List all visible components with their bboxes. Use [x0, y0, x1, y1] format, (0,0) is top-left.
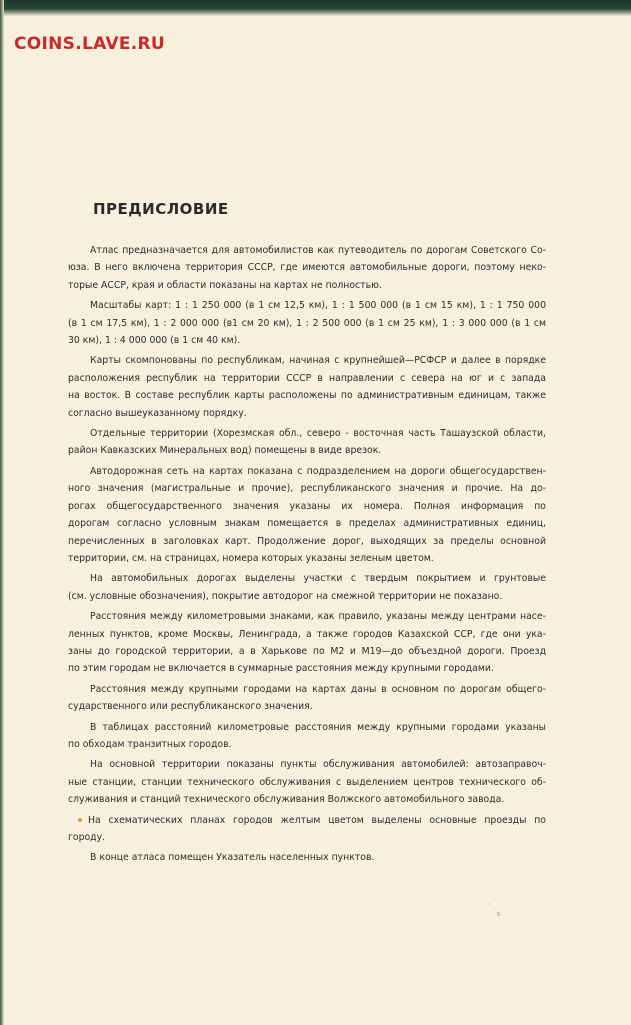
paragraph [68, 849, 546, 866]
text-line: ленных пунктов, кроме Москвы, Ленинграда, а также городов Казахской ССР, где они ука- [68, 628, 546, 640]
text-line: Расстояния между крупными городами на картах даны в основном по дорогам общего- [90, 683, 546, 695]
text-line: 30 км), 1 : 4 000 000 (в 1 см 40 км). [68, 335, 241, 347]
text-line: (в 1 см 17,5 км), 1 : 2 000 000 (в1 см 20 км), 1 : 2 500 000 (в 1 см 25 км), 1 : 3 000 000 (в 1 см [68, 317, 546, 329]
watermark: COINS.LAVE.RU [14, 34, 166, 54]
text-line: заны до городской территории, а в Харькове по М2 и М19—до объездной дороги. Проезд [68, 645, 546, 657]
text-line: На основной территории показаны пункты обслуживания автомобилей: автозаправоч- [90, 759, 546, 771]
text-line: сударственного или республиканского значения. [68, 701, 313, 713]
book-spine-top-edge [0, 0, 631, 16]
text-line: рогах общегосударственного значения указаны их номера. Полная информация по [68, 500, 546, 512]
text-line: согласно вышеуказанному порядку. [68, 407, 247, 419]
text-line: городу. [68, 832, 106, 843]
paragraph [68, 425, 546, 460]
paragraph [68, 570, 546, 605]
text-line: В конце атласа помещен Указатель населенных пунктов. [90, 852, 375, 864]
text-line: район Кавказских Минеральных вод) помещены в виде врезок. [68, 445, 382, 457]
bullet-dot-icon [78, 818, 82, 822]
preface-body [68, 242, 546, 870]
text-line: торые АССР, края и области показаны на картах не полностью. [68, 279, 382, 291]
text-line: (см. условные обозначения), покрытие автодорог на смежной территории не показано. [68, 590, 503, 602]
text-line: по этим городам не включается в суммарные расстояния между крупными городами. [68, 663, 494, 675]
text-line: служивания и станций технического обслуживания Волжского автомобильного завода. [68, 794, 505, 806]
page-title: ПРЕДИСЛОВИЕ [93, 200, 229, 218]
text-line: дорогам согласно условным знакам помещается в пределах административных единиц, [68, 518, 546, 530]
paragraph [68, 756, 546, 808]
text-line [68, 812, 546, 829]
text-line: на восток. В составе республик карты расположены по административным единицам, также [68, 390, 546, 402]
text-line: ного значения (магистральные и прочие), республиканского значения и прочие. На до- [68, 483, 546, 495]
page-mark: Б· [497, 912, 503, 918]
text-line: Карты скомпонованы по республикам, начиная с крупнейшей—РСФСР и далее в порядке [90, 355, 546, 367]
text-line: На автомобильных дорогах выделены участки с твердым покрытием и грунтовые [90, 573, 546, 585]
book-spine-left-edge [0, 0, 4, 1025]
paragraph [68, 681, 546, 716]
paragraph [68, 812, 546, 847]
page-mark: ʾ [488, 903, 490, 910]
text-line: по обходам транзитных городов. [68, 738, 232, 750]
text-line: Масштабы карт: 1 : 1 250 000 (в 1 см 12,5 км), 1 : 1 500 000 (в 1 см 15 км), 1 : 1 750 000 [90, 300, 546, 312]
paragraph [68, 463, 546, 567]
text-line: Автодорожная сеть на картах показана с подразделением на дороги общегосударствен- [90, 465, 546, 477]
text-line: В таблицах расстояний километровые расстояния между крупными городами указаны [90, 721, 546, 733]
text-line: Атлас предназначается для автомобилистов как путеводитель по дорогам Советского Со- [90, 245, 546, 256]
text-line: Отдельные территории (Хорезмская обл., северо - восточная часть Ташаузской области, [90, 428, 546, 440]
text-line-content: На схематических планах городов желтым цветом выделены основные проезды по [88, 814, 546, 826]
text-line: расположения республик на территории СССР в направлении с севера на юг и с запада [68, 372, 546, 384]
paragraph [68, 242, 546, 294]
paragraph [68, 608, 546, 678]
text-line: ные станции, станции технического обслуживания с выделением центров технического об- [68, 776, 546, 788]
paragraph [68, 352, 546, 422]
text-line: территории, см. на страницах, номера которых указаны зеленым цветом. [68, 552, 434, 564]
text-line: юза. В него включена территория СССР, где имеются автомобильные дороги, поэтому неко- [68, 262, 546, 274]
paragraph [68, 719, 546, 754]
text-line: перечисленных в заголовках карт. Продолжение дорог, выходящих за пределы основной [68, 535, 546, 547]
paragraph [68, 297, 546, 349]
text-line: Расстояния между километровыми знаками, как правило, указаны между центрами насе- [90, 611, 546, 623]
